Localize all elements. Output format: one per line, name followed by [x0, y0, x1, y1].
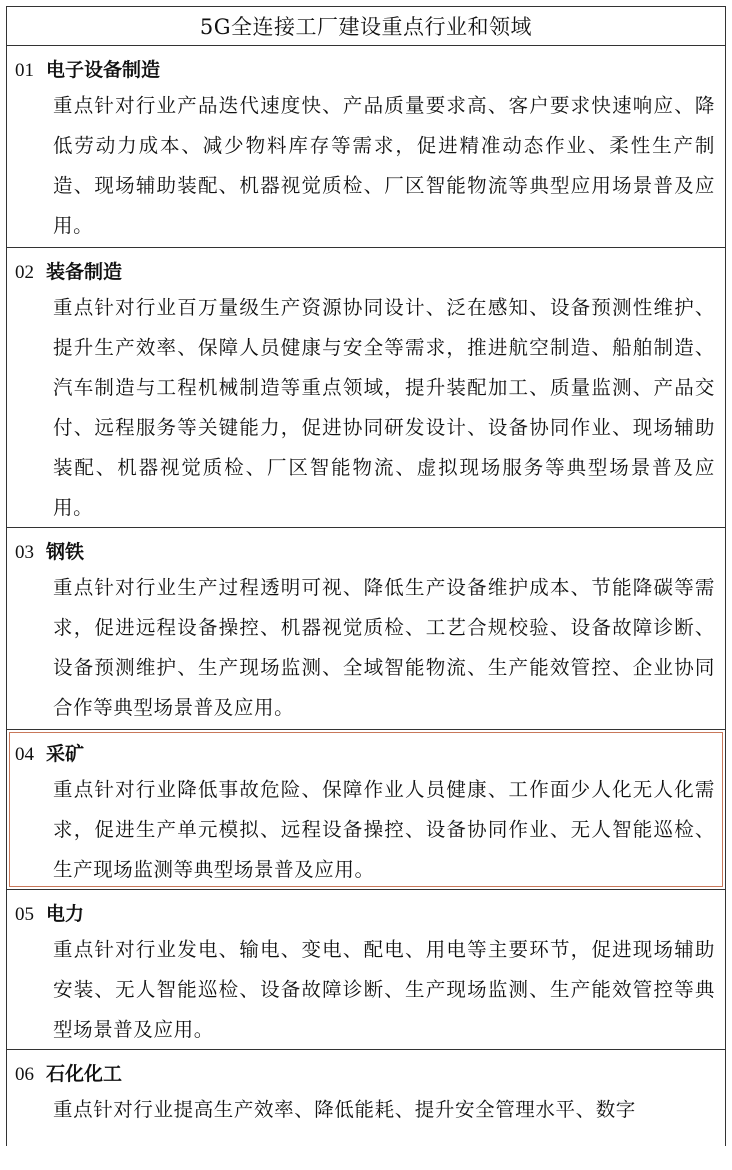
section-power	[7, 890, 725, 1050]
section-text: 重点针对行业降低事故危险、保障作业人员健康、工作面少人化无人化需求，促进生产单元模拟、远程设备操控、设备协同作业、无人智能巡检、生产现场监测等典型场景普及应用。	[53, 778, 715, 881]
section-text: 重点针对行业产品迭代速度快、产品质量要求高、客户要求快速响应、降低劳动力成本、减少物料库存等需求，促进精准动态作业、柔性生产制造、现场辅助装配、机器视觉质检、厂区智能物流等典型应用场景普及应用。	[53, 94, 715, 237]
section-heading	[15, 1058, 715, 1090]
section-number: 01	[15, 60, 34, 81]
table-title: 5G全连接工厂建设重点行业和领域	[7, 7, 725, 46]
section-petrochemical	[7, 1050, 725, 1170]
section-electronics	[7, 46, 725, 248]
section-name: 采矿	[46, 743, 85, 765]
section-equipment	[7, 248, 725, 528]
industry-table	[6, 6, 726, 1146]
section-steel	[7, 528, 725, 730]
section-name: 电力	[46, 903, 85, 925]
section-mining	[7, 730, 725, 890]
section-text: 重点针对行业发电、输电、变电、配电、用电等主要环节，促进现场辅助安装、无人智能巡检、设备故障诊断、生产现场监测、生产能效管控等典型场景普及应用。	[53, 938, 715, 1041]
section-heading	[15, 898, 715, 930]
section-heading	[15, 738, 715, 770]
section-name: 石化化工	[46, 1063, 123, 1085]
section-name: 电子设备制造	[46, 59, 161, 81]
section-text: 重点针对行业百万量级生产资源协同设计、泛在感知、设备预测性维护、提升生产效率、保障人员健康与安全等需求，推进航空制造、船舶制造、汽车制造与工程机械制造等重点领域，提升装配加工、质量监测、产品交付、远程服务等关键能力，促进协同研发设计、设备协同作业、现场辅助装配、机器视觉质检、厂区智能物流、虚拟现场服务等典型场景普及应用。	[53, 296, 715, 519]
section-text: 重点针对行业提高生产效率、降低能耗、提升安全管理水平、数字	[53, 1098, 636, 1121]
section-number: 04	[15, 744, 34, 765]
section-heading	[15, 536, 715, 568]
section-heading	[15, 54, 715, 86]
section-number: 06	[15, 1064, 34, 1085]
section-text: 重点针对行业生产过程透明可视、降低生产设备维护成本、节能降碳等需求，促进远程设备操控、机器视觉质检、工艺合规校验、设备故障诊断、设备预测维护、生产现场监测、全域智能物流、生产能效管控、企业协同合作等典型场景普及应用。	[53, 576, 715, 719]
section-name: 装备制造	[46, 261, 123, 283]
section-number: 02	[15, 262, 34, 283]
section-number: 05	[15, 904, 34, 925]
section-number: 03	[15, 542, 34, 563]
section-heading	[15, 256, 715, 288]
section-name: 钢铁	[46, 541, 85, 563]
